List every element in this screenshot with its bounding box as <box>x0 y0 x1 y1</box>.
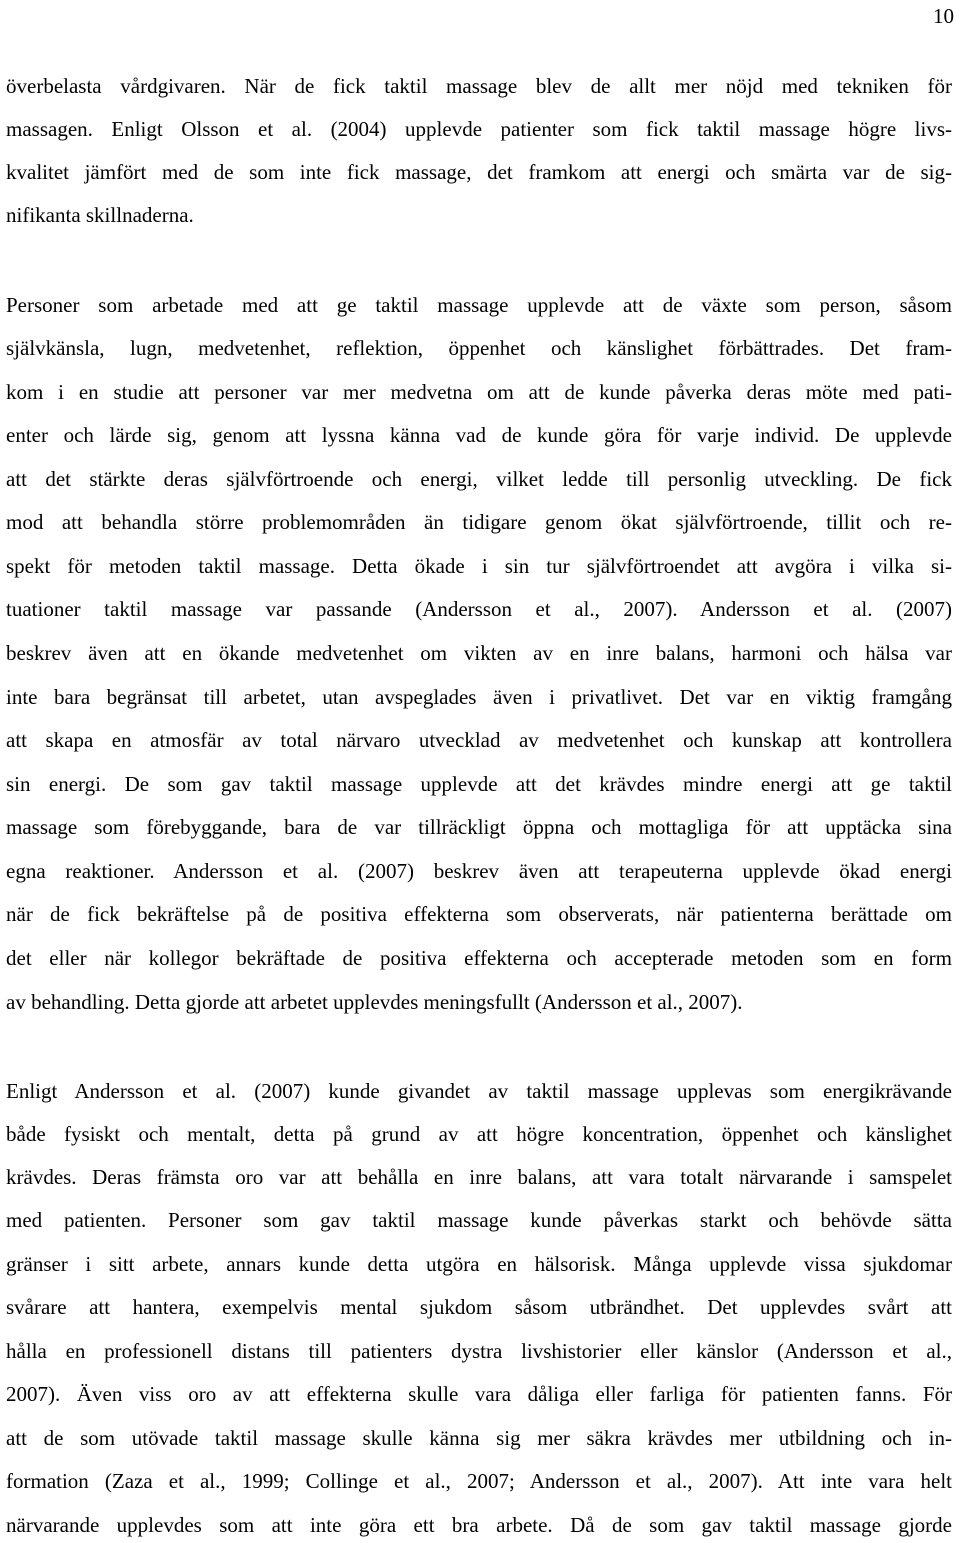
text-line: enter och lärde sig, genom att lyssna känna vad de kunde göra för varje individ. De upplevde <box>6 423 952 447</box>
text-line: massage som förebyggande, bara de var tillräckligt öppna och mottagliga för att upptäcka sina <box>6 815 952 839</box>
text-line: Personer som arbetade med att ge taktil massage upplevde att de växte som person, såsom <box>6 293 952 317</box>
text-line: tuationer taktil massage var passande (Andersson et al., 2007). Andersson et al. (2007) <box>6 597 952 621</box>
text-line: formation (Zaza et al., 1999; Collinge et al., 2007; Andersson et al., 2007). Att inte vara helt <box>6 1469 952 1493</box>
text-line: mod att behandla större problemområden än tidigare genom ökat självförtroende, tillit och re- <box>6 510 952 534</box>
text-line: självkänsla, lugn, medvetenhet, reflektion, öppenhet och känslighet förbättrades. Det fram- <box>6 336 952 360</box>
page-number: 10 <box>933 4 954 28</box>
text-line: Enligt Andersson et al. (2007) kunde givandet av taktil massage upplevas som energikrävande <box>6 1079 952 1103</box>
text-line: det eller när kollegor bekräftade de positiva effekterna och accepterade metoden som en form <box>6 946 952 970</box>
text-line: när de fick bekräftelse på de positiva effekterna som observerats, när patienterna berättade om <box>6 902 952 926</box>
text-line: spekt för metoden taktil massage. Detta ökade i sin tur självförtroendet att avgöra i vilka si- <box>6 554 952 578</box>
text-line: hålla en professionell distans till patienters dystra livshistorier eller känslor (Andersson et al., <box>6 1339 952 1363</box>
text-line: gränser i sitt arbete, annars kunde detta utgöra en hälsorisk. Många upplevde vissa sjukdomar <box>6 1252 952 1276</box>
text-line: att skapa en atmosfär av total närvaro utvecklad av medvetenhet och kunskap att kontrollera <box>6 728 952 752</box>
text-line: av behandling. Detta gjorde att arbetet upplevdes meningsfullt (Andersson et al., 2007). <box>6 990 743 1014</box>
text-line: svårare att hantera, exempelvis mental sjukdom såsom utbrändhet. Det upplevdes svårt att <box>6 1295 952 1319</box>
text-line: kvalitet jämfört med de som inte fick massage, det framkom att energi och smärta var de sig- <box>6 160 952 184</box>
text-line: både fysiskt och mentalt, detta på grund av att högre koncentration, öppenhet och känslighet <box>6 1122 952 1146</box>
text-line: 2007). Även viss oro av att effekterna skulle vara dåliga eller farliga för patienten fanns. För <box>6 1382 952 1406</box>
text-line: överbelasta vårdgivaren. När de fick taktil massage blev de allt mer nöjd med tekniken för <box>6 74 952 98</box>
text-line: kom i en studie att personer var mer medvetna om att de kunde påverka deras möte med pati- <box>6 380 952 404</box>
text-line: nifikanta skillnaderna. <box>6 203 194 227</box>
text-line: att de som utövade taktil massage skulle känna sig mer säkra krävdes mer utbildning och in- <box>6 1426 952 1450</box>
text-line: krävdes. Deras främsta oro var att behålla en inre balans, att vara totalt närvarande i samspelet <box>6 1165 952 1189</box>
text-line: inte bara begränsat till arbetet, utan avspeglades även i privatlivet. Det var en viktig framgång <box>6 685 952 709</box>
text-line: med patienten. Personer som gav taktil massage kunde påverkas starkt och behövde sätta <box>6 1208 952 1232</box>
text-line: egna reaktioner. Andersson et al. (2007) beskrev även att terapeuterna upplevde ökad energi <box>6 859 952 883</box>
text-line: massagen. Enligt Olsson et al. (2004) upplevde patienter som fick taktil massage högre livs- <box>6 117 952 141</box>
text-line: beskrev även att en ökande medvetenhet om vikten av en inre balans, harmoni och hälsa var <box>6 641 952 665</box>
text-line: att det stärkte deras självförtroende och energi, vilket ledde till personlig utveckling. De fick <box>6 467 952 491</box>
text-line: sin energi. De som gav taktil massage upplevde att det krävdes mindre energi att ge taktil <box>6 772 952 796</box>
text-line: närvarande upplevdes som att inte göra ett bra arbete. Då de som gav taktil massage gjorde <box>6 1513 952 1537</box>
